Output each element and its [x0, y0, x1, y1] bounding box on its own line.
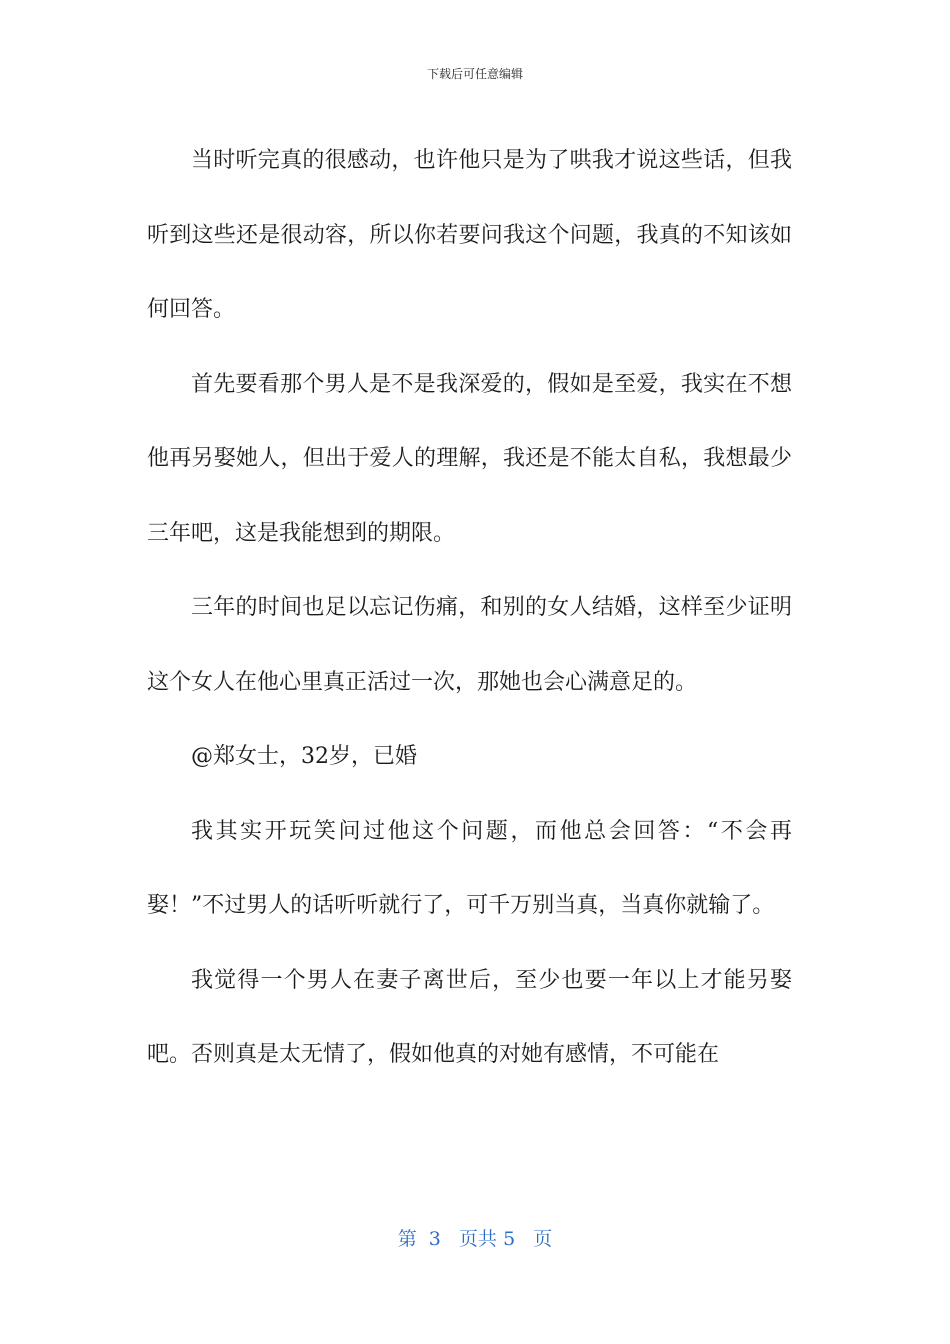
- footer-total-pages: 5: [503, 1228, 516, 1250]
- footer-middle: 页共: [459, 1228, 498, 1250]
- footer-suffix: 页: [533, 1228, 553, 1250]
- paragraph-1: 当时听完真的很感动，也许他只是为了哄我才说这些话，但我听到这些还是很动容，所以你若要问我这个问题，我真的不知该如何回答。: [147, 148, 792, 322]
- footer-current-page: 3: [428, 1228, 441, 1250]
- document-body: [147, 124, 792, 1093]
- paragraph-4-attribution: @郑女士，32岁，已婚: [191, 744, 417, 769]
- paragraph-3: 三年的时间也足以忘记伤痛，和别的女人结婚，这样至少证明这个女人在他心里真正活过一次，那她也会心满意足的。: [147, 595, 792, 695]
- footer-prefix: 第: [397, 1228, 417, 1250]
- paragraph-2: 首先要看那个男人是不是我深爱的，假如是至爱，我实在不想他再另娶她人，但出于爱人的理解，我还是不能太自私，我想最少三年吧，这是我能想到的期限。: [147, 371, 792, 546]
- page-footer: [0, 1226, 950, 1252]
- paragraph-5: 我其实开玩笑问过他这个问题，而他总会回答：“不会再娶！”不过男人的话听听就行了，可千万别当真，当真你就输了。: [147, 818, 792, 918]
- page-header: 下载后可任意编辑: [426, 67, 523, 81]
- paragraph-6: 我觉得一个男人在妻子离世后，至少也要一年以上才能另娶吧。否则真是太无情了，假如他真的对她有感情，不可能在: [147, 967, 792, 1067]
